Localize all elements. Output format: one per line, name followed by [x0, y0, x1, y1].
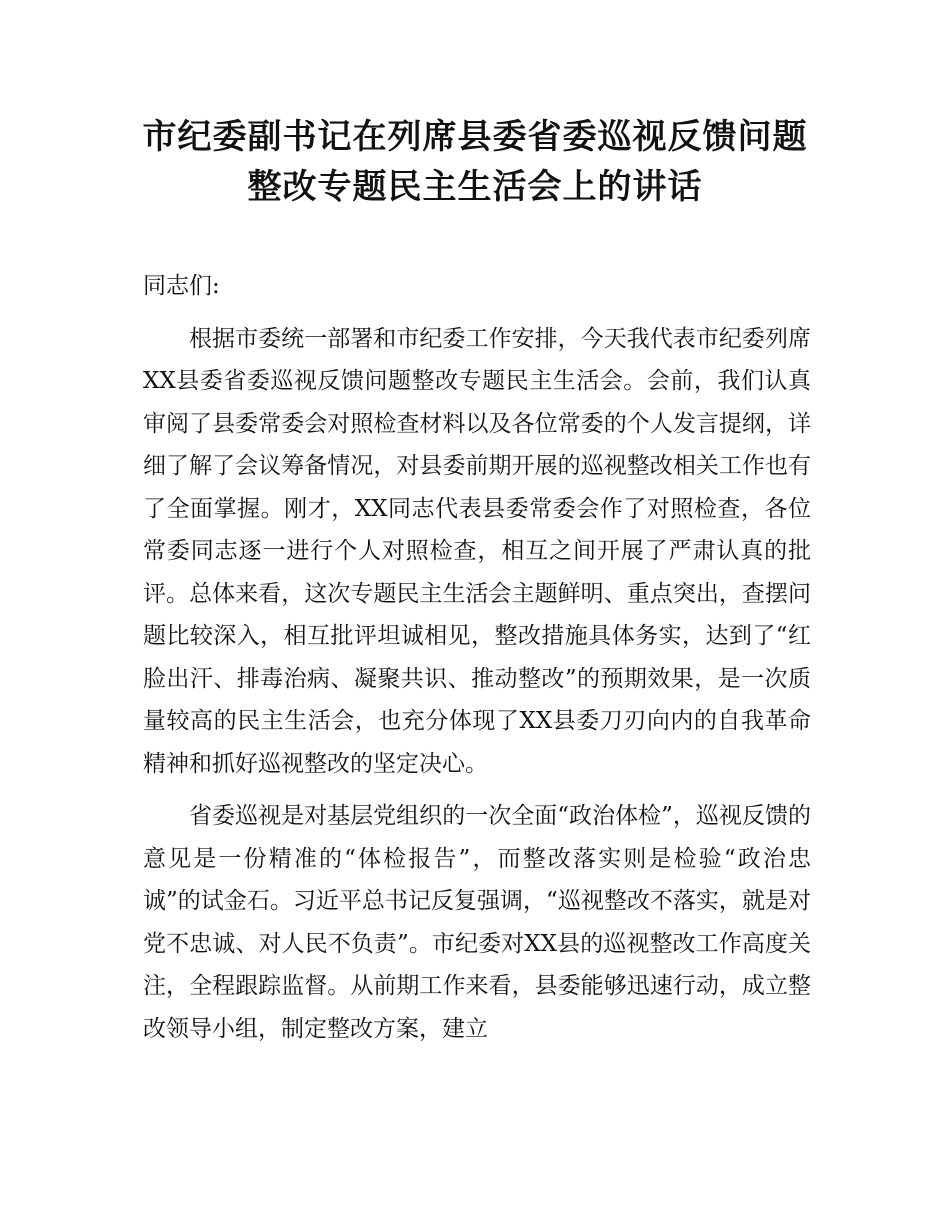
title-line-2: 整改专题民主生活会上的讲话 [247, 167, 703, 207]
paragraph-2: 省委巡视是对基层党组织的一次全面“政治体检”，巡视反馈的意见是一份精准的“体检报告”，而整改落实则是检验“政治忠诚”的试金石。习近平总书记反复强调，“巡视整改不落实，就是对党不忠诚、对人民不负责”。市纪委对XX县的巡视整改工作高度关注，全程跟踪监督。从前期工作来看，县委能够迅速行动，成立整改领导小组，制定整改方案，建立 [143, 803, 811, 1042]
title-line-1: 市纪委副书记在列席县委省委巡视反馈问题 [142, 117, 808, 157]
document-title [100, 112, 850, 212]
paragraph-1: 根据市委统一部署和市纪委工作安排，今天我代表市纪委列席XX县委省委巡视反馈问题整改专题民主生活会。会前，我们认真审阅了县委常委会对照检查材料以及各位常委的个人发言提纲，详细了解了会议筹备情况，对县委前期开展的巡视整改相关工作也有了全面掌握。刚才，XX同志代表县委常委会作了对照检查，各位常委同志逐一进行个人对照检查，相互之间开展了严肃认真的批评。总体来看，这次专题民主生活会主题鲜明、重点突出，查摆问题比较深入，相互批评坦诚相见，整改措施具体务实，达到了“红脸出汗、排毒治病、凝聚共识、推动整改”的预期效果，是一次质量较高的民主生活会，也充分体现了XX县委刀刃向内的自我革命精神和抓好巡视整改的坚定决心。 [143, 325, 811, 777]
document-body [143, 265, 811, 1060]
salutation: 同志们: [143, 273, 220, 299]
